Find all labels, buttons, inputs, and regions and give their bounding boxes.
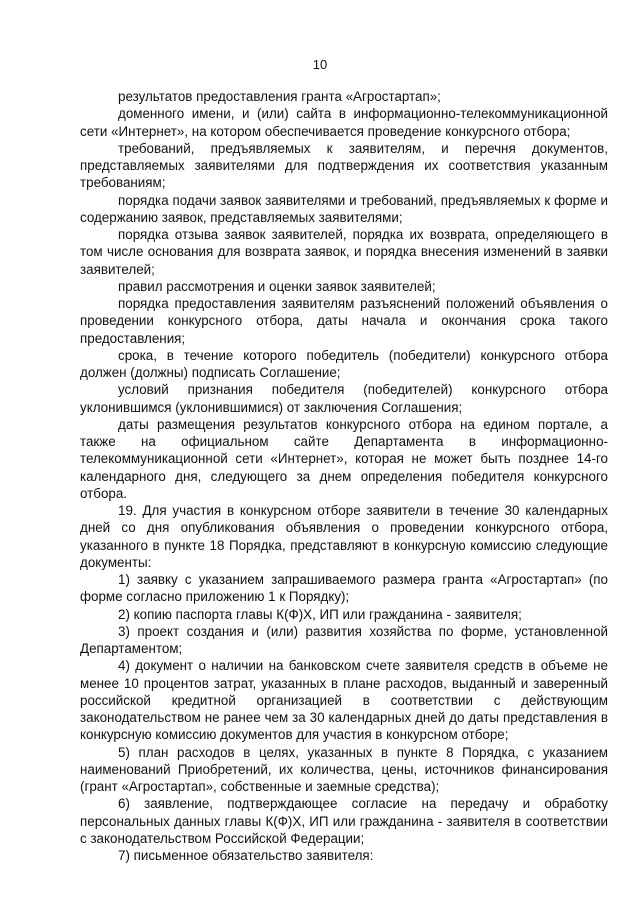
section-paragraph-19: 19. Для участия в конкурсном отборе заявители в течение 30 календарных дней со дня опубликования объявления о проведении конкурсного отбора, указанного в пункте 18 Порядка, представляют в конкурсную комиссию следующие документы:: [80, 503, 608, 570]
paragraph: условий признания победителя (победителей) конкурсного отбора уклонившимся (уклонившимися) от заключения Соглашения;: [80, 382, 608, 415]
document-body: [80, 88, 608, 864]
paragraph: доменного имени, и (или) сайта в информационно-телекоммуникационной сети «Интернет», на котором обеспечивается проведение конкурсного отбора;: [80, 106, 608, 139]
paragraph: порядка подачи заявок заявителями и требований, предъявляемых к форме и содержанию заявок, представляемых заявителями;: [80, 192, 608, 225]
list-item-2: 2) копию паспорта главы К(Ф)Х, ИП или гражданина - заявителя;: [118, 606, 522, 622]
list-item-1: 1) заявку с указанием запрашиваемого размера гранта «Агростартап» (по форме согласно приложению 1 к Порядку);: [80, 572, 608, 605]
list-item-6: 6) заявление, подтверждающее согласие на передачу и обработку персональных данных главы К(Ф)Х, ИП или гражданина - заявителя в соответствии с законодательством Российской Федерации;: [80, 796, 608, 846]
list-item-5: 5) план расходов в целях, указанных в пункте 8 Порядка, с указанием наименований Приобретений, их количества, цены, источников финансирования (грант «Агростартап», собственные и заемные средства);: [80, 744, 608, 794]
paragraph: правил рассмотрения и оценки заявок заявителей;: [118, 278, 436, 294]
paragraph: требований, предъявляемых к заявителям, и перечня документов, представляемых заявителями для подтверждения их соответствия указанным требованиям;: [80, 140, 608, 191]
list-item-7: 7) письменное обязательство заявителя:: [118, 848, 374, 863]
paragraph: порядка предоставления заявителям разъяснений положений объявления о проведении конкурсного отбора, даты начала и окончания срока такого предоставления;: [80, 296, 608, 346]
page-number: 10: [312, 57, 328, 72]
paragraph: срока, в течение которого победитель (победители) конкурсного отбора должен (должны) подписать Соглашение;: [80, 347, 608, 380]
list-item-4: 4) документ о наличии на банковском счете заявителя средств в объеме не менее 10 процентов затрат, указанных в плане расходов, выданный и заверенный российской кредитной организацией в соответствии с действующим законодательством не ранее чем за 30 календарных дней до даты представления в конкурсную комиссию документов для участия в конкурсном отборе;: [80, 658, 608, 743]
paragraph: результатов предоставления гранта «Агростартап»;: [118, 89, 441, 104]
paragraph: даты размещения результатов конкурсного отбора на едином портале, а также на официальном сайте Департамента в информационно-телекоммуникационной сети «Интернет», которая не может быть позднее 14-го календарного дня, следующего за днем определения победителя конкурсного отбора.: [80, 416, 608, 501]
list-item-3: 3) проект создания и (или) развития хозяйства по форме, установленной Департаментом;: [80, 623, 608, 656]
paragraph: порядка отзыва заявок заявителей, порядка их возврата, определяющего в том числе основания для возврата заявок, и порядка внесения изменений в заявки заявителей;: [80, 227, 608, 277]
